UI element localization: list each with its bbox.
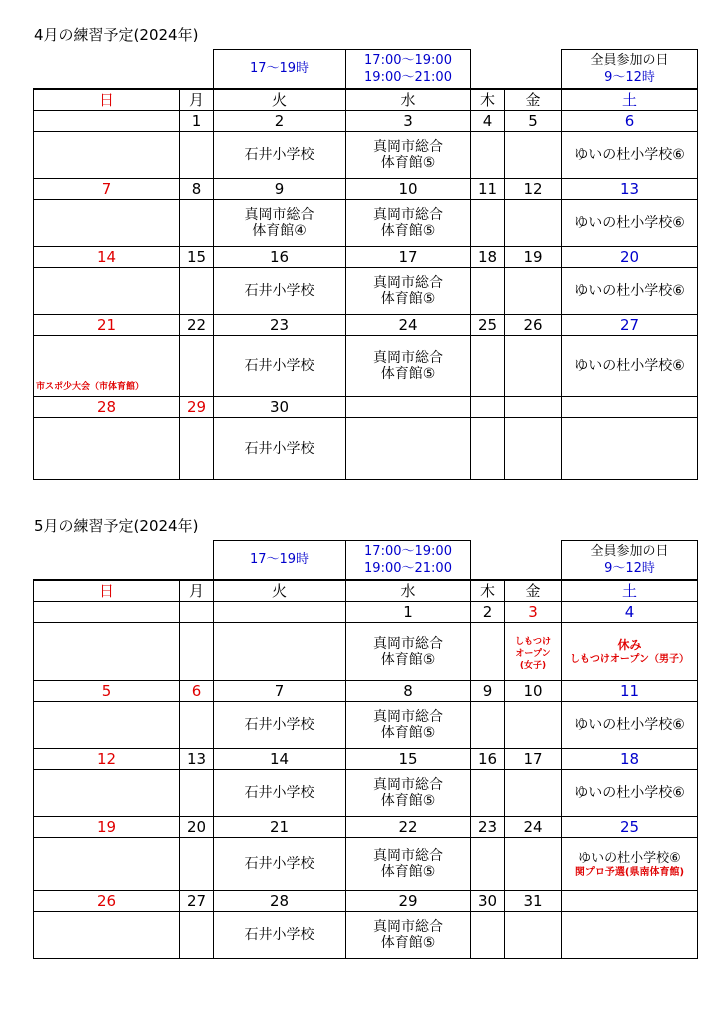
header-wed: 水 bbox=[346, 89, 471, 111]
date-cell: 12 bbox=[34, 749, 180, 770]
date-cell: 4 bbox=[562, 602, 698, 623]
date-cell bbox=[34, 111, 180, 132]
may-week3-dates bbox=[34, 749, 698, 770]
date-cell: 31 bbox=[505, 891, 562, 912]
date-cell bbox=[471, 397, 505, 418]
date-cell: 23 bbox=[471, 817, 505, 838]
may-weekday-header bbox=[34, 580, 698, 602]
may-week4-dates bbox=[34, 817, 698, 838]
april-week2-dates bbox=[34, 179, 698, 200]
header-fri: 金 bbox=[505, 580, 562, 602]
date-cell: 29 bbox=[180, 397, 214, 418]
date-cell: 3 bbox=[505, 602, 562, 623]
date-cell: 20 bbox=[180, 817, 214, 838]
header-tue: 火 bbox=[214, 580, 346, 602]
may-wed-time: 17:00～19:00 19:00～21:00 bbox=[346, 541, 471, 580]
april-week3-dates bbox=[34, 247, 698, 268]
date-cell: 21 bbox=[34, 315, 180, 336]
date-cell bbox=[180, 602, 214, 623]
date-cell bbox=[346, 397, 471, 418]
venue-wed: 真岡市総合 体育館⑤ bbox=[346, 702, 471, 749]
header-tue: 火 bbox=[214, 89, 346, 111]
date-cell: 14 bbox=[34, 247, 180, 268]
date-cell: 7 bbox=[34, 179, 180, 200]
venue-wed: 真岡市総合 体育館⑤ bbox=[346, 200, 471, 247]
date-cell: 18 bbox=[471, 247, 505, 268]
date-cell: 6 bbox=[180, 681, 214, 702]
april-weekday-header bbox=[34, 89, 698, 111]
may-week2-dates bbox=[34, 681, 698, 702]
date-cell: 2 bbox=[471, 602, 505, 623]
april-time-row bbox=[34, 50, 698, 89]
date-cell: 17 bbox=[505, 749, 562, 770]
date-cell bbox=[562, 397, 698, 418]
date-cell: 1 bbox=[346, 602, 471, 623]
date-cell: 11 bbox=[471, 179, 505, 200]
date-cell: 27 bbox=[562, 315, 698, 336]
may-calendar bbox=[33, 540, 698, 959]
date-cell: 7 bbox=[214, 681, 346, 702]
header-thu: 木 bbox=[471, 580, 505, 602]
venue-tue: 石井小学校 bbox=[214, 702, 346, 749]
venue-wed: 真岡市総合 体育館⑤ bbox=[346, 336, 471, 397]
april-title: 4月の練習予定(2024年) bbox=[34, 26, 199, 44]
venue-wed: 真岡市総合 体育館⑤ bbox=[346, 623, 471, 681]
date-cell: 5 bbox=[34, 681, 180, 702]
venue-tue: 石井小学校 bbox=[214, 268, 346, 315]
venue-wed: 真岡市総合 体育館⑤ bbox=[346, 912, 471, 959]
date-cell: 28 bbox=[214, 891, 346, 912]
april-week1-dates bbox=[34, 111, 698, 132]
may-week1-dates bbox=[34, 602, 698, 623]
may-week1-venues bbox=[34, 623, 698, 681]
may-week5-venues bbox=[34, 912, 698, 959]
date-cell: 26 bbox=[505, 315, 562, 336]
april-week4-venues bbox=[34, 336, 698, 397]
date-cell bbox=[214, 602, 346, 623]
venue-sat: ゆいの杜小学校⑥ 関プロ予選(県南体育館) bbox=[562, 838, 698, 891]
date-cell: 23 bbox=[214, 315, 346, 336]
date-cell: 19 bbox=[34, 817, 180, 838]
venue-sat: ゆいの杜小学校⑥ bbox=[562, 336, 698, 397]
may-week3-venues bbox=[34, 770, 698, 817]
may-title: 5月の練習予定(2024年) bbox=[34, 517, 199, 535]
date-cell: 10 bbox=[505, 681, 562, 702]
date-cell: 4 bbox=[471, 111, 505, 132]
may-week5-dates bbox=[34, 891, 698, 912]
date-cell: 8 bbox=[346, 681, 471, 702]
venue-sat: ゆいの杜小学校⑥ bbox=[562, 200, 698, 247]
date-cell: 26 bbox=[34, 891, 180, 912]
date-cell: 1 bbox=[180, 111, 214, 132]
date-cell: 29 bbox=[346, 891, 471, 912]
april-calendar bbox=[33, 49, 698, 480]
venue-sat: ゆいの杜小学校⑥ bbox=[562, 770, 698, 817]
venue-tue: 真岡市総合 体育館④ bbox=[214, 200, 346, 247]
date-cell: 21 bbox=[214, 817, 346, 838]
date-cell: 14 bbox=[214, 749, 346, 770]
date-cell: 17 bbox=[346, 247, 471, 268]
date-cell: 22 bbox=[180, 315, 214, 336]
date-cell: 15 bbox=[346, 749, 471, 770]
date-cell: 30 bbox=[471, 891, 505, 912]
date-cell: 2 bbox=[214, 111, 346, 132]
may-time-row bbox=[34, 541, 698, 580]
venue-tue: 石井小学校 bbox=[214, 770, 346, 817]
venue-tue: 石井小学校 bbox=[214, 336, 346, 397]
date-cell: 3 bbox=[346, 111, 471, 132]
venue-wed: 真岡市総合 体育館⑤ bbox=[346, 770, 471, 817]
date-cell: 9 bbox=[471, 681, 505, 702]
date-cell: 13 bbox=[180, 749, 214, 770]
date-cell: 27 bbox=[180, 891, 214, 912]
date-cell: 18 bbox=[562, 749, 698, 770]
may-sat-time: 全員参加の日 9～12時 bbox=[562, 541, 698, 580]
date-cell: 19 bbox=[505, 247, 562, 268]
header-mon: 月 bbox=[180, 89, 214, 111]
april-sat-time: 全員参加の日 9～12時 bbox=[562, 50, 698, 89]
date-cell: 24 bbox=[346, 315, 471, 336]
date-cell: 25 bbox=[562, 817, 698, 838]
venue-wed: 真岡市総合 体育館⑤ bbox=[346, 132, 471, 179]
may-week2-venues bbox=[34, 702, 698, 749]
date-cell: 12 bbox=[505, 179, 562, 200]
date-cell bbox=[562, 891, 698, 912]
event-fri: しもつけ オープン (女子) bbox=[505, 623, 562, 681]
date-cell: 13 bbox=[562, 179, 698, 200]
april-tue-time: 17～19時 bbox=[214, 50, 346, 89]
date-cell: 25 bbox=[471, 315, 505, 336]
april-week2-venues bbox=[34, 200, 698, 247]
venue-sat: ゆいの杜小学校⑥ bbox=[562, 702, 698, 749]
date-cell: 11 bbox=[562, 681, 698, 702]
date-cell: 30 bbox=[214, 397, 346, 418]
header-wed: 水 bbox=[346, 580, 471, 602]
may-week4-venues bbox=[34, 838, 698, 891]
date-cell: 28 bbox=[34, 397, 180, 418]
header-sun: 日 bbox=[34, 580, 180, 602]
venue-tue: 石井小学校 bbox=[214, 132, 346, 179]
date-cell: 5 bbox=[505, 111, 562, 132]
event-sat: 休み しもつけオープン（男子） bbox=[562, 623, 698, 681]
april-week5-dates bbox=[34, 397, 698, 418]
date-cell: 8 bbox=[180, 179, 214, 200]
date-cell: 20 bbox=[562, 247, 698, 268]
header-sat: 土 bbox=[562, 89, 698, 111]
date-cell bbox=[34, 602, 180, 623]
header-fri: 金 bbox=[505, 89, 562, 111]
header-thu: 木 bbox=[471, 89, 505, 111]
venue-tue: 石井小学校 bbox=[214, 418, 346, 480]
venue-sat: ゆいの杜小学校⑥ bbox=[562, 268, 698, 315]
date-cell bbox=[505, 397, 562, 418]
april-week1-venues bbox=[34, 132, 698, 179]
date-cell: 9 bbox=[214, 179, 346, 200]
date-cell: 16 bbox=[214, 247, 346, 268]
venue-tue: 石井小学校 bbox=[214, 912, 346, 959]
april-wed-time: 17:00～19:00 19:00～21:00 bbox=[346, 50, 471, 89]
date-cell: 6 bbox=[562, 111, 698, 132]
date-cell: 10 bbox=[346, 179, 471, 200]
april-week3-venues bbox=[34, 268, 698, 315]
event-sun: 市スポ少大会（市体育館） bbox=[34, 336, 180, 397]
april-week5-venues bbox=[34, 418, 698, 480]
may-tue-time: 17～19時 bbox=[214, 541, 346, 580]
header-sun: 日 bbox=[34, 89, 180, 111]
date-cell: 24 bbox=[505, 817, 562, 838]
header-mon: 月 bbox=[180, 580, 214, 602]
venue-wed: 真岡市総合 体育館⑤ bbox=[346, 838, 471, 891]
april-week4-dates bbox=[34, 315, 698, 336]
venue-tue: 石井小学校 bbox=[214, 838, 346, 891]
date-cell: 22 bbox=[346, 817, 471, 838]
date-cell: 16 bbox=[471, 749, 505, 770]
venue-sat: ゆいの杜小学校⑥ bbox=[562, 132, 698, 179]
venue-wed: 真岡市総合 体育館⑤ bbox=[346, 268, 471, 315]
date-cell: 15 bbox=[180, 247, 214, 268]
header-sat: 土 bbox=[562, 580, 698, 602]
